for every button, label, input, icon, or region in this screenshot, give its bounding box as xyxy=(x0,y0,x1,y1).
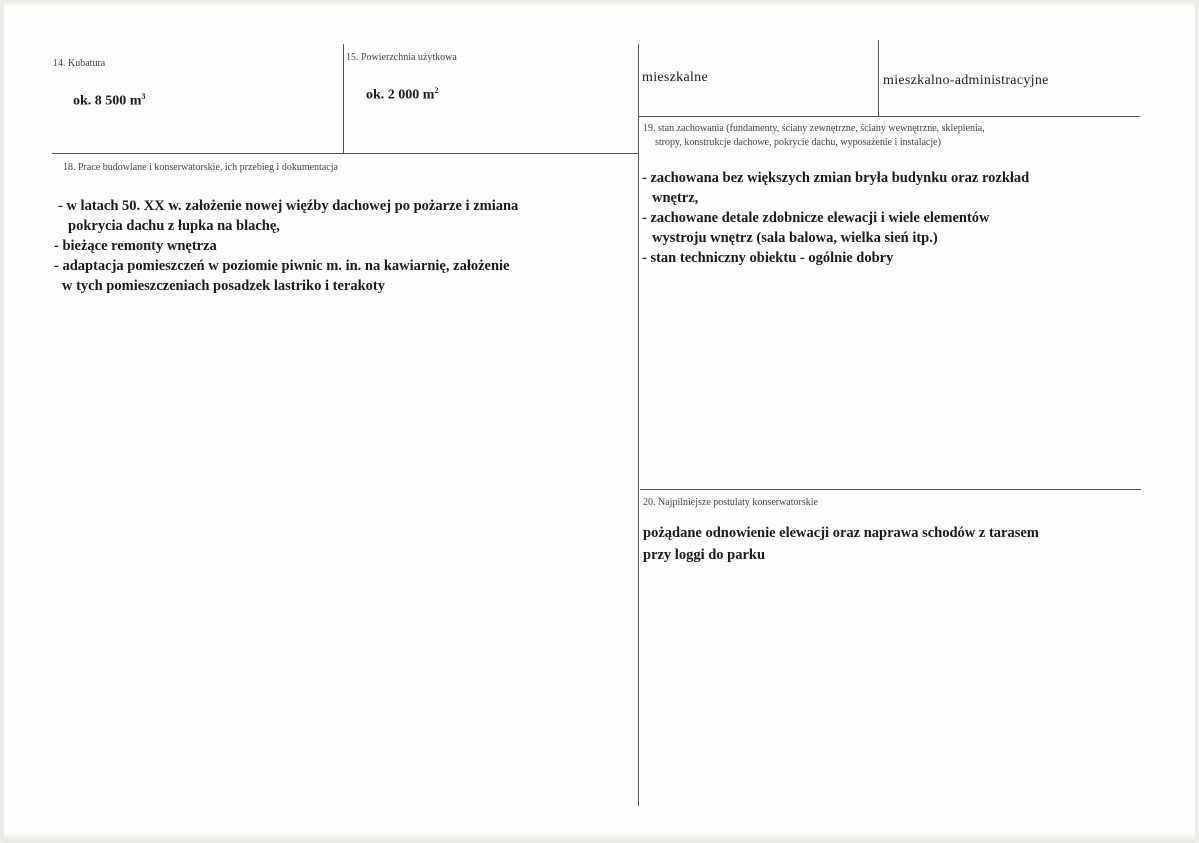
stan-line-1: - zachowana bez większych zmian bryła budynku oraz rozkład xyxy=(642,170,1030,186)
stan-label-1: 19. stan zachowania (fundamenty, ściany zewnętrzne, ściany wewnętrzne, sklepienia, xyxy=(643,123,985,134)
prace-label: 18. Prace budowlane i konserwatorskie, ich przebieg i dokumentacja xyxy=(63,162,338,173)
postulaty-line-1: pożądane odnowienie elewacji oraz naprawa schodów z tarasem xyxy=(643,525,1039,541)
divider-stan-postulaty xyxy=(640,489,1141,490)
divider-kubatura-powierzchnia xyxy=(343,44,344,154)
kubatura-value: ok. 8 500 $m^3$ xyxy=(73,92,146,109)
kubatura-label: 14. Kubatura xyxy=(53,58,106,69)
postulaty-line-2: przy loggi do parku xyxy=(643,547,766,563)
stan-label-2: stropy, konstrukcje dachowe, pokrycie dachu, wyposażenie i instalacje) xyxy=(655,137,941,148)
funkcja-obecna: mieszkalno-administracyjne xyxy=(883,73,1049,88)
funkcja-pierwotna: mieszkalne xyxy=(642,70,708,85)
powierzchnia-label: 15. Powierzchnia użytkowa xyxy=(346,52,457,63)
stan-line-4: wystroju wnętrz (sala balowa, wielka sień itp.) xyxy=(652,230,938,246)
stan-line-5: - stan techniczny obiektu - ogólnie dobry xyxy=(642,250,894,266)
divider-funkcja-stan xyxy=(638,116,1140,117)
prace-line-3: - bieżące remonty wnętrza xyxy=(54,238,217,254)
prace-list xyxy=(54,196,519,296)
prace-line-4: - adaptacja pomieszczeń w poziomie piwnic m. in. na kawiarnię, założenie xyxy=(54,258,510,274)
prace-line-1: - w latach 50. XX w. założenie nowej więźby dachowej po pożarze i zmiana xyxy=(58,198,519,214)
stan-list xyxy=(642,168,1029,268)
scan-edge-bottom xyxy=(0,833,1199,843)
stan-line-2: wnętrz, xyxy=(652,190,699,206)
scan-edge-left xyxy=(0,0,4,843)
stan-line-3: - zachowane detale zdobnicze elewacji i wiele elementów xyxy=(642,210,990,226)
powierzchnia-value: ok. 2 000 $m^2$ xyxy=(366,86,439,103)
scan-edge-top xyxy=(0,0,1199,8)
divider-top-left xyxy=(52,153,638,154)
prace-line-2: pokrycia dachu z łupka na blachę, xyxy=(68,218,280,234)
scan-edge-right xyxy=(1195,0,1199,843)
postulaty-label: 20. Najpilniejsze postulaty konserwatorskie xyxy=(643,497,818,508)
divider-funkcja xyxy=(878,40,879,117)
prace-line-5: w tych pomieszczeniach posadzek lastriko i terakoty xyxy=(62,278,385,294)
divider-left-right xyxy=(638,44,639,806)
